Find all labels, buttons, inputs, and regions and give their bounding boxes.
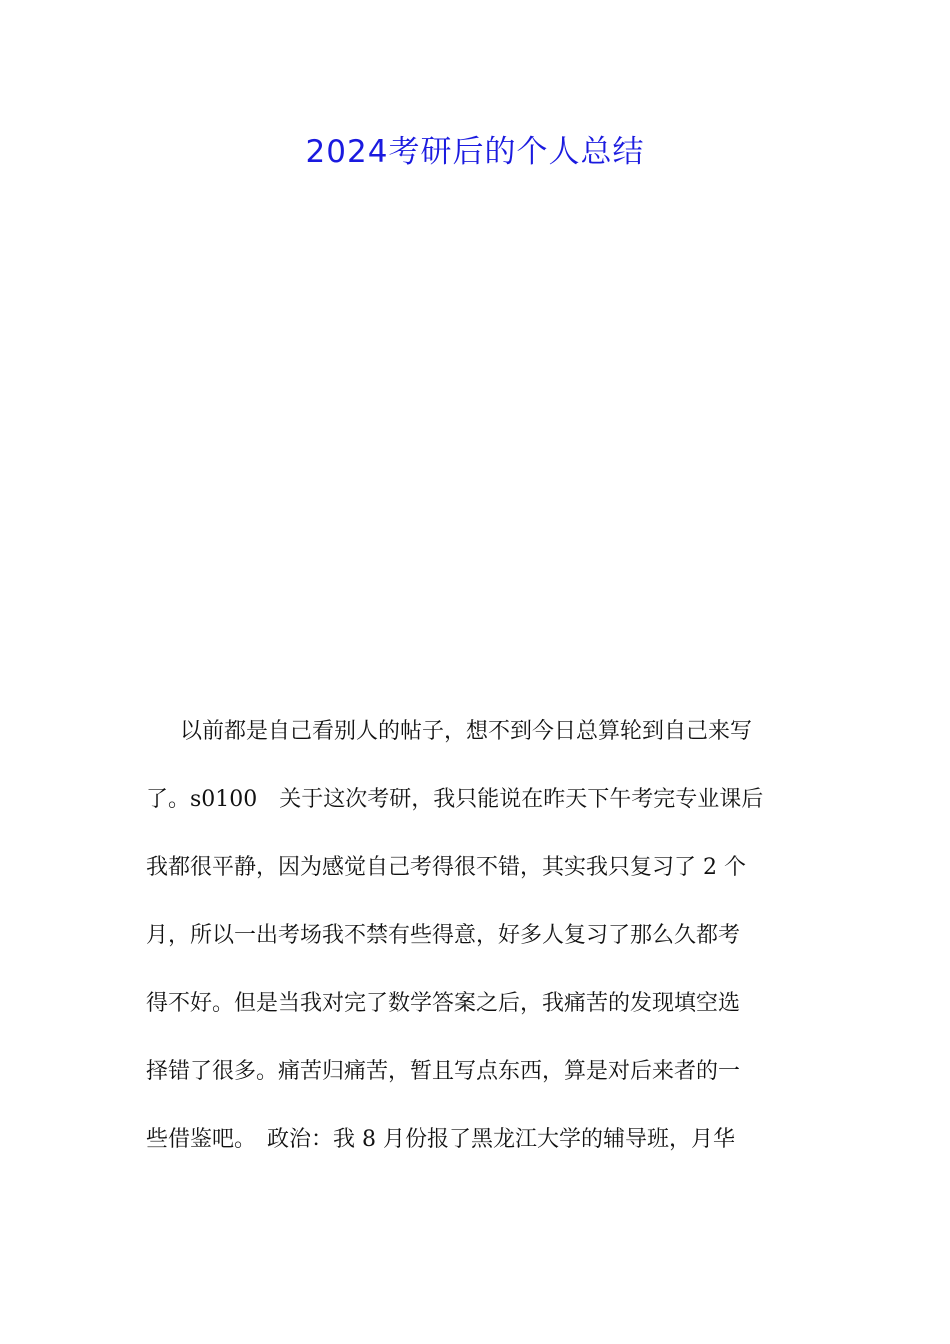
text-line: 些借鉴吧。 政治：我 8 月份报了黑龙江大学的辅导班，月华 xyxy=(146,1127,735,1152)
document-title: 2024考研后的个人总结 xyxy=(305,134,645,170)
text-line: 以前都是自己看别人的帖子，想不到今日总算轮到自己来写 xyxy=(180,719,753,744)
text-line: 得不好。但是当我对完了数学答案之后，我痛苦的发现填空选 xyxy=(146,991,741,1016)
text-line: 了。s0100 关于这次考研，我只能说在昨天下午考完专业课后 xyxy=(146,787,764,812)
text-line: 我都很平静，因为感觉自己考得很不错，其实我只复习了 2 个 xyxy=(146,855,746,880)
text-line: 月，所以一出考场我不禁有些得意，好多人复习了那么久都考 xyxy=(146,923,741,948)
body-paragraph xyxy=(146,712,806,1188)
text-line: 择错了很多。痛苦归痛苦，暂且写点东西，算是对后来者的一 xyxy=(146,1059,741,1084)
